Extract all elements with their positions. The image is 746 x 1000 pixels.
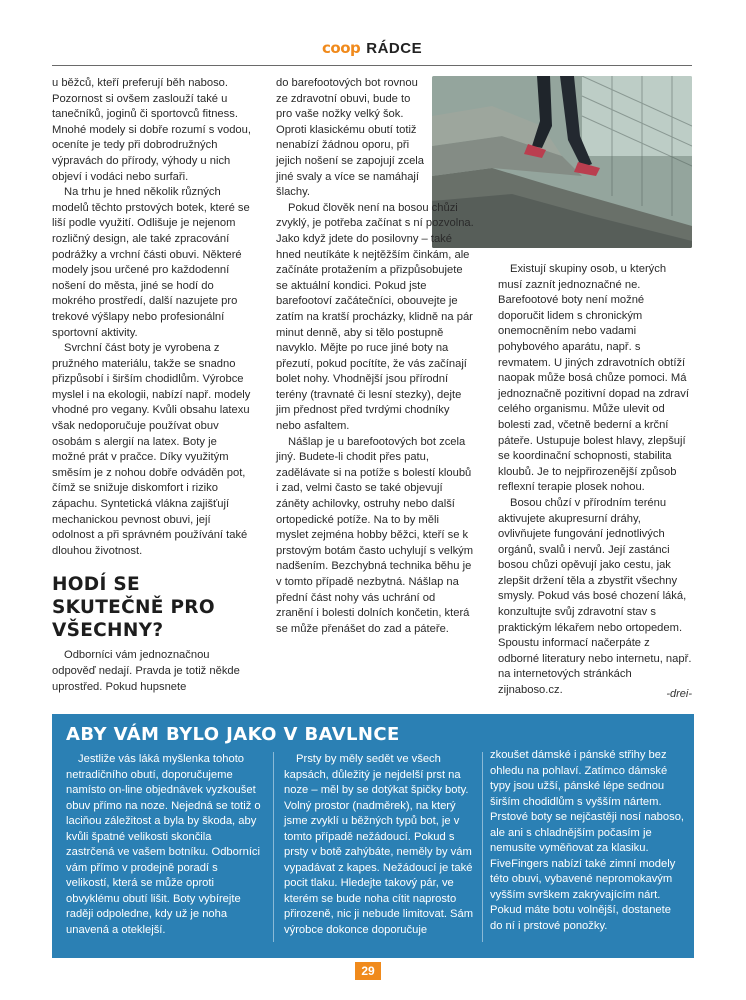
box-column-divider: [273, 752, 274, 942]
paragraph: Jestliže vás láká myšlenka tohoto netradičního obutí, doporučujeme namísto on-line objednávek vyzkoušet obuv přímo na noze. Nejedná se totiž o laciňou záležitost a byla by škoda, aby kvůli špatné velikosti skončila zastrčená ve vašem botníku. Odborníci vám přímo v prodejně poradí s velikostí, která se může oproti obvyklému obutí lišit. Boty vybírejte raději odpoledne, kdy už je noha unavená a oteklejší.: [66, 753, 261, 936]
coop-logo-text: coop: [322, 39, 361, 57]
paragraph: Prsty by měly sedět ve všech kapsách, důležitý je nejdelší prst na noze – měl by se dotýkat špičky boty. Volný prostor (nadměrek), na který jsme zvyklí u běžných typů bot, je v tomto případě nežádoucí. Pokud s prsty v botě zahýbáte, neměly by vám vypadávat z kapes. Nežádoucí je také pocit tlaku. Hledejte takový pár, ve kterém se bude noha cítit naprosto přirozeně, nic ji nebude limitovat. Sám výrobce dokonce doporučuje: [284, 753, 474, 936]
box-column-divider: [482, 752, 483, 942]
article-column-2: [276, 76, 474, 637]
box-column-2: [284, 752, 480, 938]
coop-radce-logo: [322, 39, 422, 57]
page-number: 29: [355, 962, 381, 980]
section-heading: HODÍ SE SKUTEČNĚ PRO VŠECHNY?: [52, 574, 215, 642]
box-column-3: [490, 748, 686, 934]
paragraph: Bosou chůzí v přírodním terénu aktivujete akupresurní dráhy, ovlivňujete fungování jednotlivých orgánů, svalů i nervů. Její zastánci bosou chůzi opěvují jako cestu, jak zlepšit držení těla a zbystřit všechny smysly. Pokud vás bosé chození láká, konzultujte svůj zdravotní stav s praktickým lékařem nebo ortopedem. Spoustu informací načerpáte z odborné literatury nebo internetu, např. na internetových stránkách zijnaboso.cz.: [498, 496, 692, 697]
sidebar-box: [52, 714, 694, 958]
header-divider: [52, 65, 692, 66]
paragraph: Na trhu je hned několik různých modelů těchto prstových botek, které se liší podle využití. Odlišuje je nejenom rozličný design, ale také zpracování podrážky a vrchní části obuvi. Některé modely jsou určené pro každodenní nošení do města, jiné se hodí do mokrého prostředí, další nazujete pro trekové výšlapy nebo profesionální sportovní aktivity.: [52, 186, 250, 339]
paragraph: Svrchní část boty je vyrobena z pružného materiálu, takže se snadno přizpůsobí i širším chodidlům. Výrobce myslel i na ekologii, nabízí např. modely vhodné pro vegany. Kvůli obsahu latexu však nedoporučuje používat obuv osobám s alergií na latex. Boty je možné prát v pračce. Díky využitým směsím je z nohou dobře odváděn pot, čímž se snižuje diskomfort i riziko zápachu. Syntetická vlákna zajišťují mechanickou pevnost obuvi, její odolnost a při správném používání také dlouhou životnost.: [52, 342, 251, 557]
paragraph: Nášlap je u barefootových bot zcela jiný. Budete-li chodit přes patu, zadělávate si na potíže s bolestí kloubů i zad, velmi často se také objevují záněty achilovky, ostruhy nebo další ortopedické potíže. Na to by měli myslet zejména hobby běžci, kteří se k prstovým botám často uchylují s velkým nadšením. Bezchybná technika běhu je v tomto případě nezbytná. Nášlap na přední část nohy vás uchrání od zranění i bolesti dolních končetin, která se může přenášet do zad a páteře.: [276, 435, 474, 635]
box-column-1: [66, 752, 262, 938]
box-heading: ABY VÁM BYLO JAKO V BAVLNCE: [66, 724, 400, 745]
article-column-3: [498, 262, 692, 699]
paragraph: u běžců, kteří preferují běh naboso. Pozornost si ovšem zaslouží také u tanečníků, joginů či sportovců fitness. Mnohé modely si dobře rozumí s vodou, oceníte je tedy při dobrodružných výpravách do přírody, výhody u nich objeví i vodáci nebo surfaři.: [52, 77, 251, 183]
paragraph: do barefootových bot rovnou ze zdravotní obuvi, bude to pro vaše nožky velký šok. Oproti klasickému obutí totiž nenabízí žádnou oporu, při jejich nošení se zapojují zcela jiné svaly a více se namáhají šlachy.: [276, 77, 425, 199]
paragraph: Existují skupiny osob, u kterých musí zaznít jednoznačné ne. Barefootové boty není možné doporučit lidem s chronickým onemocněním nebo vadami pohybového aparátu, např. s revmatem. U jiných zdravotních obtíží naopak může bosá chůze pomoci. Má jednoznačně pozitivní dopad na zdraví celého organismu. Může ulevit od bolesti zad, včetně bederní a krční páteře. Ustupuje bolest hlavy, zlepšují se koordinační schopnosti, stabilita kloubů. Je to nejpřirozenější způsob reflexní terapie plosek nohou.: [498, 263, 689, 494]
paragraph: zkoušet dámské i pánské střihy bez ohledu na pohlaví. Zatímco dámské typy jsou užší, pánské lépe sednou širším chodidlům s vyšším nártem. Prstové boty se nejčastěji nosí naboso, ale ani s chladnějším počasím je nemusíte vyměňovat za klasiku. FiveFingers nabízí také zimní modely této obuvi, vybavené nepromokavým vyšším svrškem zakrývajícím nárt. Pokud máte botu volnější, dostanete do ní i prstové ponožky.: [490, 749, 685, 932]
author-signature: -drei-: [666, 688, 692, 700]
page-header: [52, 30, 692, 66]
paragraph: Pokud člověk není na bosou chůzi zvyklý, je potřeba začínat s ní pozvolna. Jako když jdete do posilovny – také hned neutíkáte k nejtěžším činkám, ale začínáte protažením a přizpůsobujete se aktuální kondici. Pokud jste barefootoví začátečníci, obouvejte je zatím na kratší procházky, klidně na pár minut denně, aby si tělo postupně navyklo. Mějte po ruce jiné boty na přezutí, pokud pocítíte, že vás začínají bolet nohy. Vhodnější jsou přírodní terény (travnaté či lesní stezky), dejte jim přednost před tvrdými chodníky nebo asfaltem.: [276, 201, 474, 433]
paragraph: Odborníci vám jednoznačnou odpověď nedají. Pravda je totiž někde uprostřed. Pokud hupsnete: [52, 649, 240, 693]
section-title: RÁDCE: [366, 39, 423, 57]
article-column-1: [52, 76, 252, 695]
